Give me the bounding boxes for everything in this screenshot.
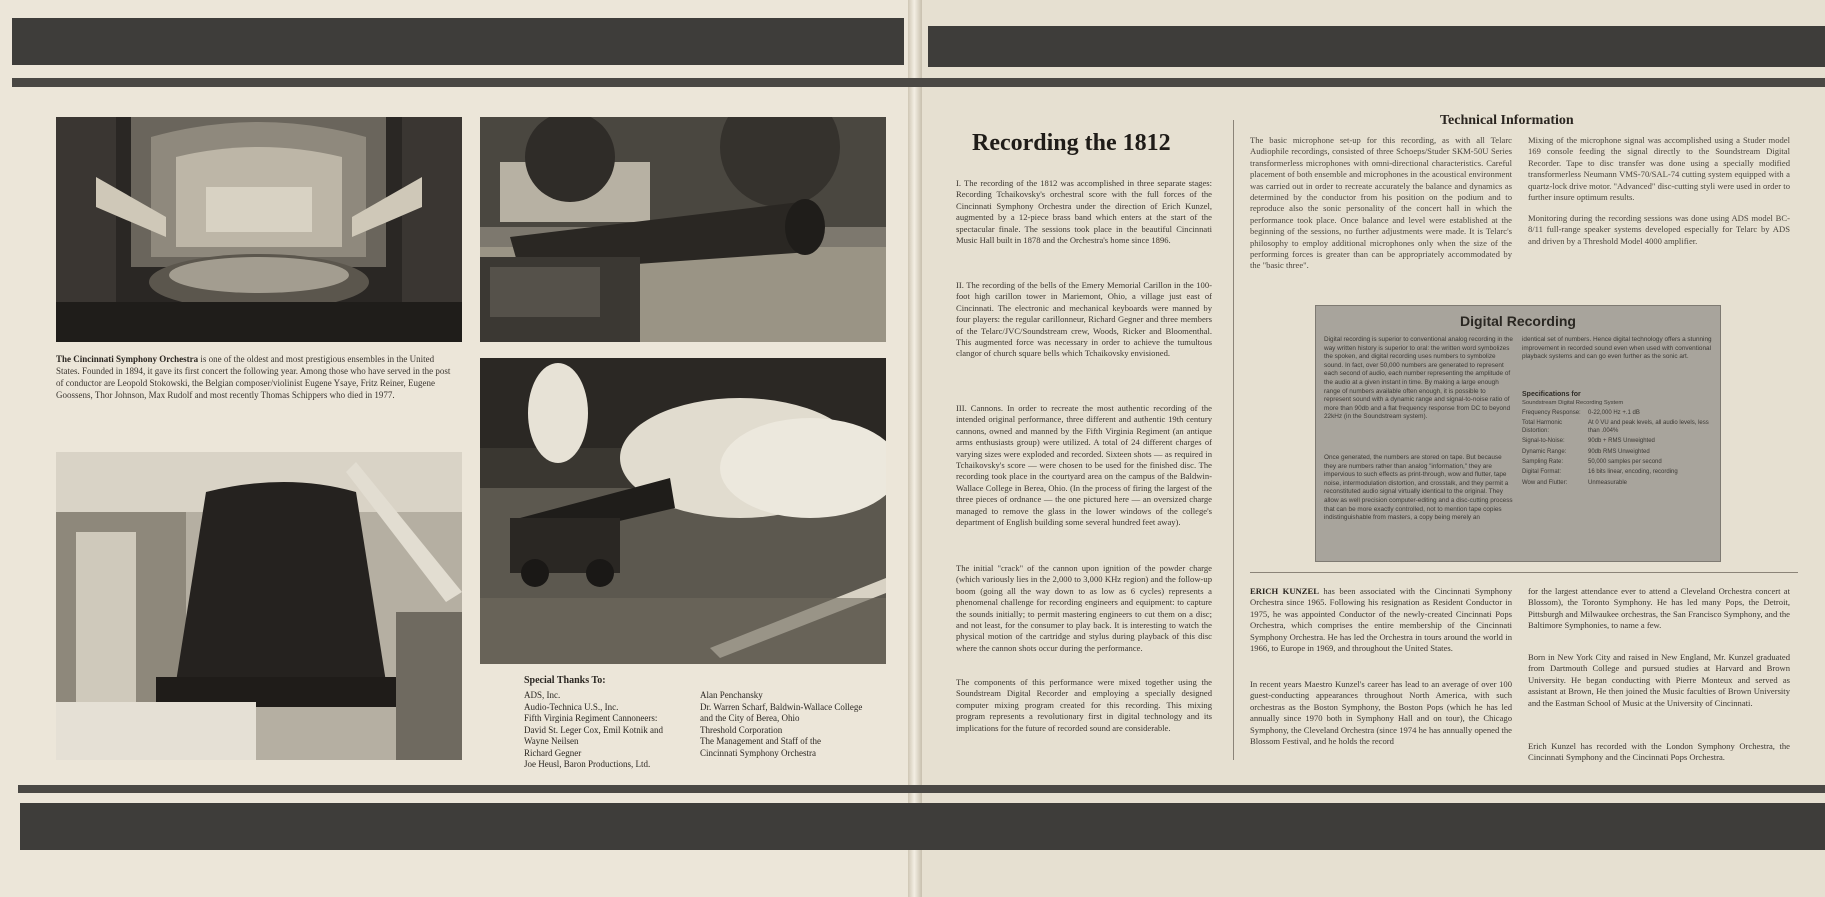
thanks-item: The Management and Staff of the [700, 736, 822, 746]
digital-recording-box [1315, 305, 1721, 562]
bio-column-1b: In recent years Maestro Kunzel's career has lead to an average of over 100 guest-conducting appearances throughout North America, with such orchestras as the Boston Symphony, the Boston Pops (which he has led annually since 1970 both in Symphony Hall and on tour), the Chicago Symphony, the Cleveland Orchestra (since 1974 he has annually opened the Blossom Festival, and he holds the record [1250, 679, 1512, 747]
top-band-right [928, 26, 1825, 67]
thanks-item: Threshold Corporation [700, 724, 783, 735]
digital-column-2: identical set of numbers. Hence digital technology offers a stunning improvement in recorded sound even when used with conventional playback systems and can go even further as the sonic art. [1522, 336, 1712, 361]
orchestra-caption [56, 353, 460, 401]
cannon-firing-photo [480, 358, 886, 664]
spec-value: 50,000 samples per second [1588, 459, 1662, 466]
recording-paragraph: The components of this performance were mixed together using the Soundstream Digital Recorder and employing a specially designed computer mixing program created for this recording. This mixing program represents a revolutionary first in digital technology and its implications for the future of recorded sound are considerable. [956, 677, 1212, 733]
spec-row [1522, 459, 1712, 469]
special-thanks-list-2 [700, 690, 910, 759]
cannon-photo [480, 117, 886, 342]
thanks-item: Alan Penchansky [700, 690, 763, 700]
spec-row [1522, 410, 1712, 420]
spec-key: Digital Format: [1522, 469, 1562, 476]
bio-column-2c: Erich Kunzel has recorded with the London Symphony Orchestra, the Cincinnati Symphony and the Cincinnati Pops Orchestra. [1528, 741, 1790, 763]
orchestra-caption-lead: The Cincinnati Symphony Orchestra [56, 354, 199, 364]
top-thin-stripe [12, 78, 1825, 87]
spec-value: At 0 VU and peak levels, all audio levels, less than .004% [1588, 420, 1709, 434]
thanks-item: and the City of Berea, Ohio [700, 713, 800, 723]
special-thanks-title: Special Thanks To: [524, 675, 606, 686]
thanks-item: Wayne Neilsen [524, 736, 579, 746]
recording-paragraph: III. Cannons. In order to recreate the most authentic recording of the intended original performance, three different and authentic 19th century cannons, owned and manned by the Fifth Virginia Regiment (an antique arms enthusiasts group) were utilized. A total of 24 different charges of varying sizes were exploded and recorded. Sixteen shots — as required in Tchaikovsky's score — were chosen to be used for the finished disc. The recording took place in the courtyard area on the campus of the Baldwin-Wallace College in Berea, Ohio. (In the process of firing the largest of the three pieces of ordnance — the one pictured here — an oversized charge managed to remove the glass in the lower windows of the college's department of English building some several hundred feet away). [956, 403, 1212, 528]
recording-paragraph: II. The recording of the bells of the Emery Memorial Carillon in the 100-foot high carillon tower in Mariemont, Ohio, a village just east of Cincinnati. The electronic and mechanical keyboards were manned by four players: the regular carillonneur, Richard Gegner and three members of the Telarc/JVC/Soundstream crew, Woods, Ricker and Bloomenthal. This augmented force was necessary in order to achieve the tumultous clangor of church square bells which Tchaikovsky envisioned. [956, 280, 1212, 359]
spec-title: Specifications for [1522, 391, 1581, 398]
bio-column-2b: Born in New York City and raised in New England, Mr. Kunzel graduated from Dartmouth College and pursued studies at Harvard and Brown University. He began conducting with Pierre Monteux and served as assistant at Brown, He then joined the Music faculties of Brown University and the Eastman School of Music at the University of Cincinnati. [1528, 652, 1790, 708]
column-divider [1233, 120, 1234, 760]
music-hall-photo [56, 117, 462, 342]
orchestra-caption-text: is one of the oldest and most prestigious ensembles in the United States. Founded in 1894, it gave its first concert the following year. Among those who have served in the post of conductor are Leopold Stokowski, the Belgian composer/violinist Eugene Ysaye, Fritz Reiner, Eugene Goossens, Thor Johnson, Max Rudolf and most recently Thomas Schippers who died in 1977. [56, 354, 451, 400]
thanks-item: Cincinnati Symphony Orchestra [700, 747, 816, 758]
recording-paragraph: The initial "crack" of the cannon upon ignition of the powder charge (which variously lies in the 2,000 to 3,000 KHz region) and the follow-up boom (going all the way down to as low as 6 cycles) represents a phenomenal challenge for recording engineers and equipment: to capture the sounds initially; to permit mastering engineers to cut them on a disc; and not least, for the consumer to play back. It is interesting to watch the physical motion of the cartridge and stylus during playback of this disc where the cannon shots occur during the performance. [956, 563, 1212, 653]
recording-title: Recording the 1812 [972, 130, 1171, 156]
spec-key: Frequency Response: [1522, 410, 1581, 416]
spec-key: Signal-to-Noise: [1522, 438, 1565, 445]
spec-value: 0-22,000 Hz +.1 dB [1588, 410, 1640, 416]
spec-key: Sampling Rate: [1522, 459, 1564, 466]
bottom-band [20, 803, 1825, 850]
technical-title: Technical Information [1440, 113, 1574, 128]
thanks-item: Fifth Virginia Regiment Cannoneers: [524, 713, 658, 723]
spec-row [1522, 420, 1712, 438]
spec-subtitle: Soundstream Digital Recording System [1522, 400, 1624, 406]
spec-key: Total Harmonic Distortion: [1522, 420, 1563, 434]
thanks-item: Richard Gegner [524, 747, 582, 758]
spec-row [1522, 438, 1712, 448]
bottom-thin-stripe [18, 785, 1825, 793]
spec-key: Wow and Flutter: [1522, 479, 1568, 486]
bio-text: has been associated with the Cincinnati Symphony Orchestra since 1965. Following his resignation as Resident Conductor in 1975, he was appointed Conductor of the newly-created Cincinnati Pops Orchestra, which comprises the entire membership of the Cincinnati Symphony Orchestra. He has led the Orchestra in tours around the world in 1966, to Europe in 1969, and throughout the United States. [1250, 586, 1512, 654]
carillon-bell-photo [56, 452, 462, 760]
spec-value: 90db + RMS Unweighted [1588, 438, 1655, 445]
bio-column-2a: for the largest attendance ever to attend a Cleveland Orchestra concert at Blossom), the Toronto Symphony. He has led many Pops, the Detroit, Pittsburgh and Milwaukee orchestras, the San Francisco Symphony, and the Baltimore Symphonies, to name a few. [1528, 586, 1790, 631]
digital-recording-title: Digital Recording [1460, 313, 1576, 329]
center-fold [908, 0, 922, 897]
technical-column-1: The basic microphone set-up for this recording, as with all Telarc Audiophile recordings, consisted of three Schoeps/Studer SKM-50U Series transformerless microphones with omni-directional characteristics. Careful placement of both ensemble and microphones in the acoustical environment was carried out in order to recreate accurately the balance and dynamics as determined by the conductor from his position on the podium and to reproduce also the sonic personality of the concert hall in which the performance took place. Once balance and level were established at the beginning of the sessions, no further adjustments were made. It is Telarc's philosophy to employ additional microphones only when the size of the performing forces is greater than can be appropriately accommodated by the "basic three". [1250, 135, 1512, 271]
spec-value: 16 bits linear, encoding, recording [1588, 469, 1678, 476]
bio-name: ERICH KUNZEL [1250, 586, 1319, 596]
thanks-item: Joe Heusl, Baron Productions, Ltd. [524, 759, 651, 769]
technical-column-2b: Monitoring during the recording sessions was done using ADS model BC-8/11 full-range speaker systems developed especially for Telarc by ADS and driven by a Threshold Model 4000 amplifier. [1528, 213, 1790, 246]
special-thanks-list-1 [524, 690, 724, 771]
spec-row [1522, 469, 1712, 479]
technical-column-2a: Mixing of the microphone signal was accomplished using a Studer model 169 console feeding the signal directly to the Soundstream Digital Recorder. Tape to disc transfer was done using a specially modified transformerless Neumann VMS-70/SAL-74 cutting system equipped with a quartz-lock drive motor. "Advanced" disc-cutting styli were used in order to further insure optimum results. [1528, 135, 1790, 203]
thanks-item: David St. Leger Cox, Emil Kotnik and [524, 724, 663, 735]
spec-table [1522, 410, 1712, 490]
bio-divider [1250, 572, 1798, 573]
spec-row [1522, 480, 1712, 490]
spec-value: Unmeasurable [1588, 479, 1628, 486]
top-band-left [12, 18, 904, 65]
digital-column-1a: Digital recording is superior to conventional analog recording in the way written history is superior to oral: the written word symbolizes the spoken, and digital recording uses numbers to symbolize sound. In fact, over 50,000 numbers are generated to represent each second of audio, each number representing the amplitude of the audio at a given instant in time. By making a large enough range of numbers available often enough, it is possible to represent sound with a dynamic range and signal-to-noise ratio of more than 90db and a flat frequency response from DC to beyond 22kHz (in the Soundstream system). [1324, 336, 1513, 421]
digital-column-1b: Once generated, the numbers are stored on tape. But because they are numbers rather than analog "information," they are impervious to such effects as print-through, wow and flutter, tape noise, intermodulation distortion, and crosstalk, and they permit a reconstituted audio signal virtually identical to the original. They allow as well precision computer-editing and a disc-cutting process that can be more exactly controlled, not to mention tape copies indistinguishable from masters, a copy being merely an [1324, 454, 1513, 522]
recording-paragraph: I. The recording of the 1812 was accomplished in three separate stages: Recording Tchaikovsky's orchestral score with the full forces of the Cincinnati Symphony Orchestra under the direction of Erich Kunzel, augmented by a 12-piece brass band which enters at the start of the spectacular finale. The sessions took place in the beautiful Cincinnati Music Hall built in 1878 and the Orchestra's home since 1896. [956, 178, 1212, 246]
spec-key: Dynamic Range: [1522, 448, 1567, 455]
thanks-item: Dr. Warren Scharf, Baldwin-Wallace College [700, 701, 863, 712]
bio-column-1a [1250, 586, 1512, 654]
thanks-item: ADS, Inc. [524, 690, 561, 700]
thanks-item: Audio-Technica U.S., Inc. [524, 701, 619, 712]
spec-value: 90db RMS Unweighted [1588, 448, 1650, 455]
spec-row [1522, 449, 1712, 459]
